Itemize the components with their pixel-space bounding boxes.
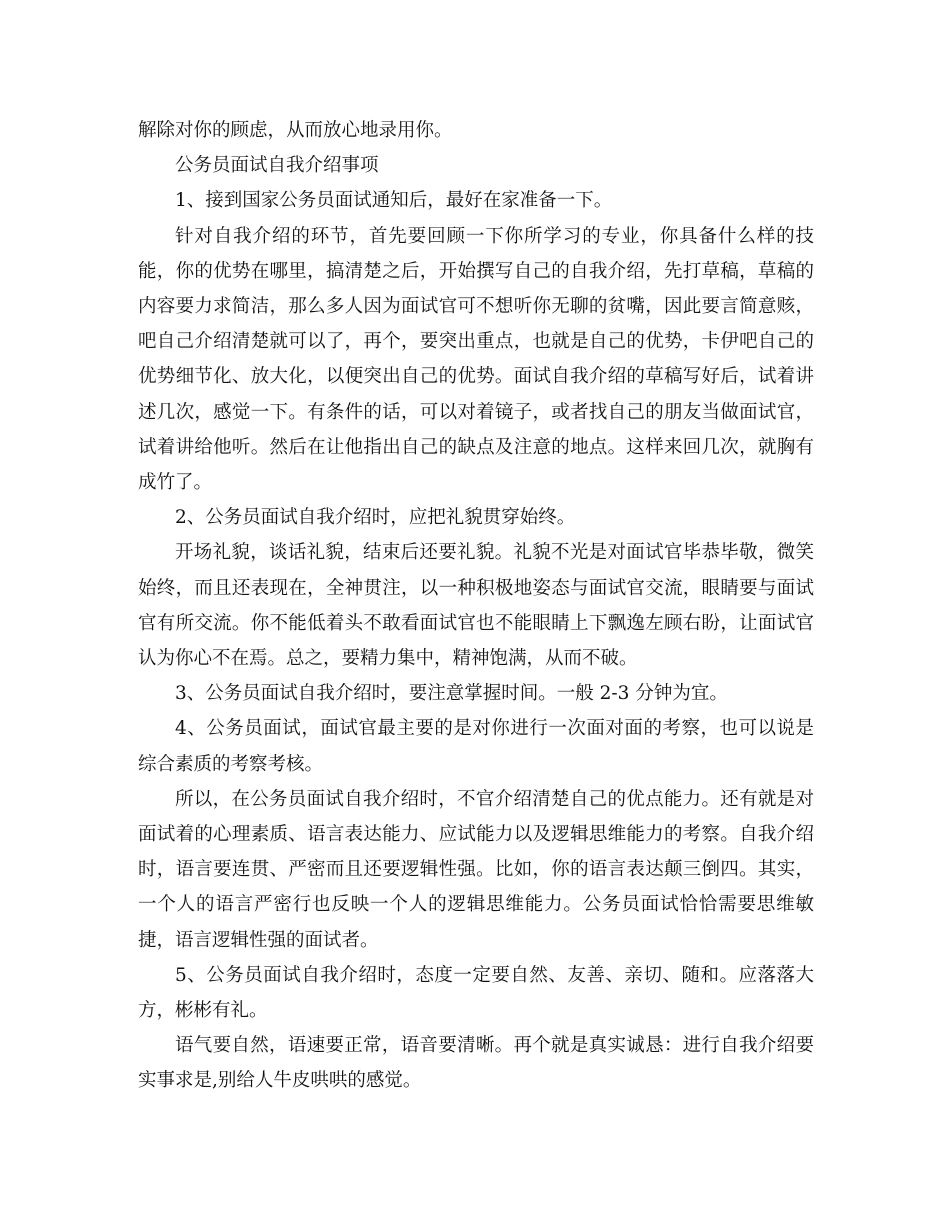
paragraph: 3、公务员面试自我介绍时，要注意掌握时间。一般 2-3 分钟为宜。 (175, 683, 728, 705)
paragraph: 开场礼貌，谈话礼貌，结束后还要礼貌。礼貌不光是对面试官毕恭毕敬，微笑始终，而且还表现在，全神贯注，以一种积极地姿态与面试官交流，眼睛要与面试官有所交流。你不能低着头不敢看面试官也不能眼睛上下飘逸左顾右盼，让面试官认为你心不在焉。总之，要精力集中，精神饱满，从而不破。 (138, 542, 814, 670)
paragraph: 所以，在公务员面试自我介绍时，不官介绍清楚自己的优点能力。还有就是对面试着的心理素质、语言表达能力、应试能力以及逻辑思维能力的考察。自我介绍时，语言要连贯、严密而且还要逻辑性强。比如，你的语言表达颠三倒四。其实，一个人的语言严密行也反映一个人的逻辑思维能力。公务员面试恰恰需要思维敏捷，语言逻辑性强的面试者。 (138, 788, 814, 951)
paragraph: 解除对你的顾虑，从而放心地录用你。 (138, 120, 453, 141)
paragraph: 针对自我介绍的环节，首先要回顾一下你所学习的专业，你具备什么样的技能，你的优势在哪里，搞清楚之后，开始撰写自己的自我介绍，先打草稿，草稿的内容要力求简洁，那么多人因为面试官可不想听你无聊的贫嘴，因此要言简意赅，吧自己介绍清楚就可以了，再个，要突出重点，也就是自己的优势，卡伊吧自己的优势细节化、放大化，以便突出自己的优势。面试自我介绍的草稿写好后，试着讲述几次，感觉一下。有条件的话，可以对着镜子，或者找自己的朋友当做面试官，试着讲给他听。然后在让他指出自己的缺点及注意的地点。这样来回几次，就胸有成竹了。 (138, 225, 814, 494)
paragraph: 4、公务员面试，面试官最主要的是对你进行一次面对面的考察，也可以说是综合素质的考察考核。 (138, 718, 814, 775)
paragraph: 语气要自然，语速要正常，语音要清晰。再个就是真实诚恳：进行自我介绍要实事求是,别给人牛皮哄哄的感觉。 (138, 1035, 814, 1092)
paragraph: 1、接到国家公务员面试通知后，最好在家准备一下。 (175, 190, 613, 212)
paragraph: 2、公务员面试自我介绍时，应把礼貌贯穿始终。 (175, 507, 576, 529)
section-heading: 公务员面试自我介绍事项 (175, 155, 379, 177)
paragraph: 5、公务员面试自我介绍时，态度一定要自然、友善、亲切、随和。应落落大方，彬彬有礼。 (138, 964, 814, 1022)
document-body (138, 113, 814, 1099)
